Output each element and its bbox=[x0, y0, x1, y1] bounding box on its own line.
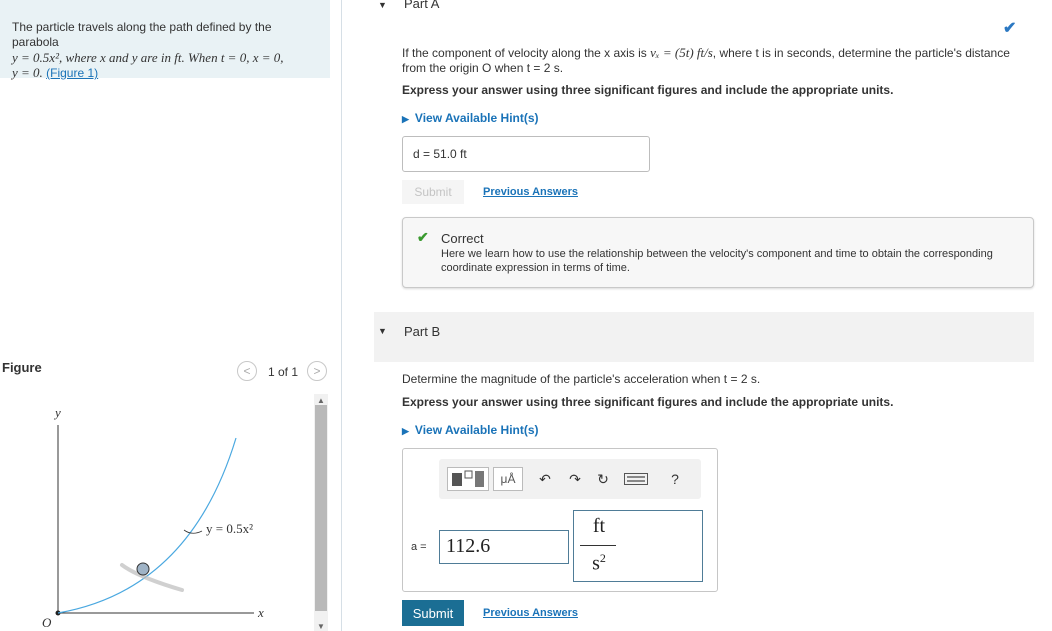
unit-denominator-exponent: 2 bbox=[599, 551, 606, 565]
part-a-answer: d = 51.0 ft bbox=[413, 147, 467, 161]
feedback-body: Here we learn how to use the relationship between the velocity's component and time to obtain the corresponding coordinate expression in terms of time. bbox=[441, 248, 993, 274]
unit-input[interactable] bbox=[573, 510, 703, 582]
chevron-right-icon: > bbox=[313, 364, 321, 378]
part-b-hint-label: View Available Hint(s) bbox=[414, 423, 539, 437]
template-button[interactable] bbox=[447, 467, 489, 491]
keyboard-icon[interactable] bbox=[623, 469, 649, 489]
part-a-title[interactable]: Part A bbox=[404, 0, 440, 11]
part-a-question-line2: from the origin O when t = 2 s. bbox=[402, 61, 564, 75]
part-b-collapse-icon[interactable]: ▼ bbox=[378, 326, 387, 336]
fraction-template-icon bbox=[448, 468, 488, 490]
particle bbox=[137, 563, 149, 575]
prev-figure-button[interactable] bbox=[237, 361, 257, 381]
units-button[interactable]: μÅ bbox=[493, 467, 523, 491]
scroll-up-icon[interactable]: ▲ bbox=[317, 396, 325, 405]
unit-denominator-base: s bbox=[592, 552, 600, 575]
part-a-question bbox=[402, 45, 1032, 76]
redo-icon[interactable]: ↷ bbox=[569, 470, 581, 487]
figure-label: Figure bbox=[2, 360, 42, 375]
problem-equation: y = 0.5x², where x and y are in ft. When t = 0, x = 0, bbox=[12, 50, 284, 65]
fraction-bar bbox=[580, 545, 616, 546]
undo-icon[interactable]: ↶ bbox=[539, 470, 551, 487]
caret-right-icon: ▶ bbox=[402, 114, 409, 124]
part-a-answer-box bbox=[402, 136, 650, 172]
part-a-hint-link[interactable] bbox=[402, 111, 539, 125]
part-a-velocity-equation: vₓ = (5t) ft/s bbox=[650, 45, 713, 60]
math-toolbar bbox=[439, 459, 701, 499]
reset-icon[interactable]: ↻ bbox=[597, 470, 609, 487]
part-b-question: Determine the magnitude of the particle's acceleration when t = 2 s. bbox=[402, 372, 761, 386]
part-b-answer-label: a = bbox=[411, 541, 427, 553]
feedback-title: Correct bbox=[441, 231, 484, 246]
part-a-hint-label: View Available Hint(s) bbox=[414, 111, 539, 125]
part-a-previous-answers-link[interactable]: Previous Answers bbox=[483, 186, 578, 198]
part-b-hint-link[interactable] bbox=[402, 423, 539, 437]
value-input[interactable]: 112.6 bbox=[439, 530, 569, 564]
problem-equation-end: y = 0. bbox=[12, 65, 43, 80]
column-divider bbox=[341, 0, 342, 631]
unit-numerator: ft bbox=[592, 515, 606, 537]
unit-denominator bbox=[584, 551, 614, 576]
problem-line1: The particle travels along the path defined by the parabola bbox=[12, 20, 272, 49]
part-a-complete-check-icon: ✔ bbox=[1003, 20, 1017, 37]
help-button[interactable]: ? bbox=[671, 471, 679, 487]
caret-right-icon: ▶ bbox=[402, 426, 409, 436]
part-a-question-post: , where t is in seconds, determine the particle's distance bbox=[712, 46, 1010, 60]
part-b-submit-button[interactable]: Submit bbox=[402, 600, 464, 626]
y-axis-label: y bbox=[55, 405, 61, 420]
correct-check-icon: ✔ bbox=[417, 229, 429, 245]
figure-link[interactable]: (Figure 1) bbox=[46, 66, 99, 80]
origin-label: O bbox=[42, 615, 52, 630]
problem-statement bbox=[0, 0, 330, 78]
x-axis-label: x bbox=[258, 605, 264, 620]
part-a-feedback bbox=[402, 217, 1034, 288]
curve-equation-label: y = 0.5x² bbox=[206, 521, 253, 536]
part-a-submit-button[interactable]: Submit bbox=[402, 180, 464, 204]
part-a-collapse-icon[interactable]: ▼ bbox=[378, 0, 387, 10]
part-b-title[interactable]: Part B bbox=[404, 324, 441, 339]
label-leader bbox=[184, 530, 202, 533]
part-a-instruction: Express your answer using three significant figures and include the appropriate units. bbox=[402, 83, 894, 97]
part-b-instruction: Express your answer using three significant figures and include the appropriate units. bbox=[402, 395, 894, 409]
part-b-previous-answers-link[interactable]: Previous Answers bbox=[483, 607, 578, 619]
figure-pager: 1 of 1 bbox=[268, 365, 299, 379]
part-a-question-pre: If the component of velocity along the x axis is bbox=[402, 46, 651, 60]
part-b-header[interactable] bbox=[374, 312, 1034, 362]
chevron-left-icon: < bbox=[243, 364, 251, 378]
part-b-answer-panel bbox=[402, 448, 718, 592]
scroll-down-icon[interactable]: ▼ bbox=[317, 622, 325, 631]
figure-scroll-thumb[interactable] bbox=[315, 405, 327, 611]
next-figure-button[interactable] bbox=[307, 361, 327, 381]
parabola-figure bbox=[30, 395, 310, 631]
